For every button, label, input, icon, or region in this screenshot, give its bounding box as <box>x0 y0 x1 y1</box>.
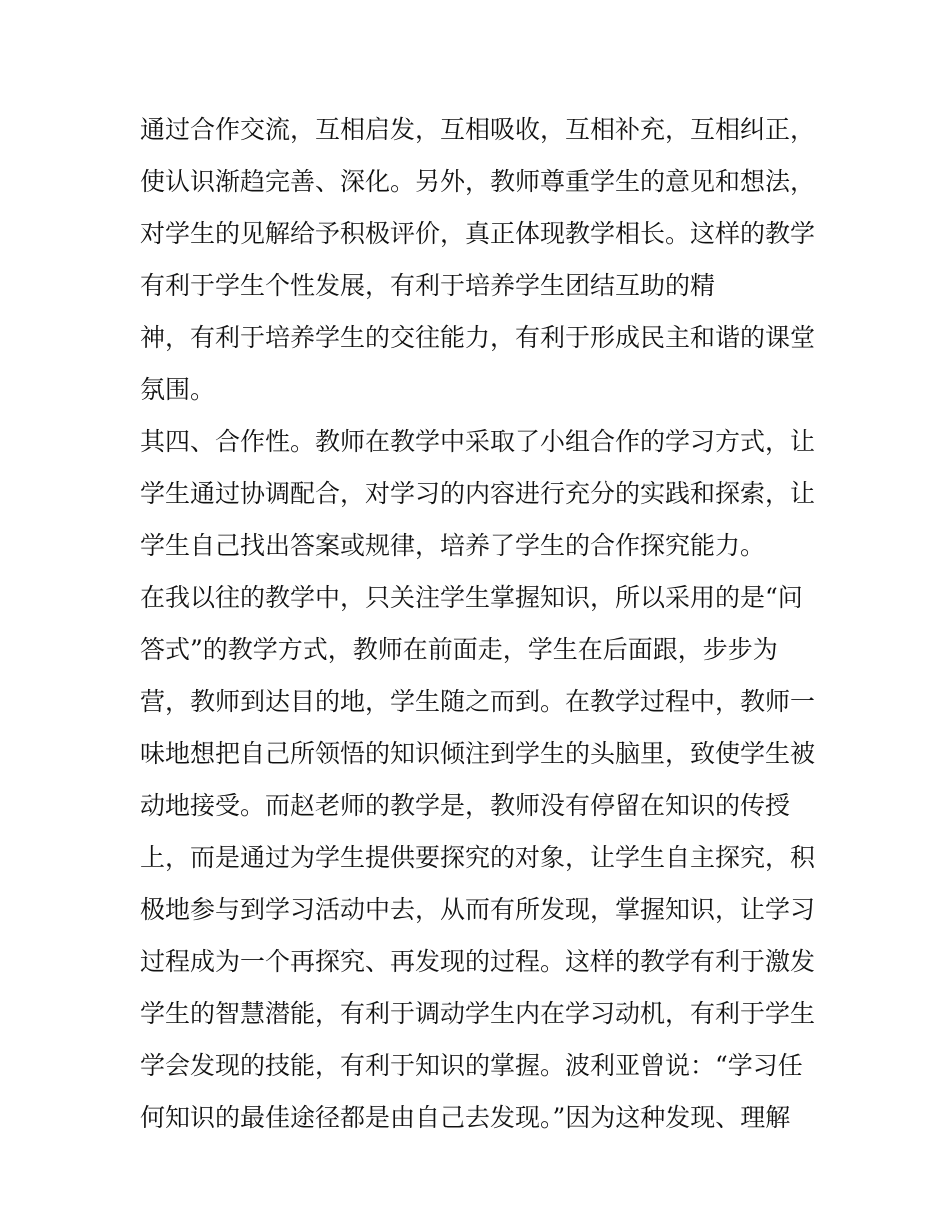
text-line: 有利于学生个性发展，有利于培养学生团结互助的精 <box>140 271 716 300</box>
text-line: 对学生的见解给予积极评价，真正体现教学相长。这样的教学 <box>140 219 816 248</box>
text-line: 学会发现的技能，有利于知识的掌握。波利亚曾说：“学习任 <box>140 1051 803 1080</box>
text-line: 学生通过协调配合，对学习的内容进行充分的实践和探索，让 <box>140 479 816 508</box>
text-line: 在我以往的教学中，只关注学生掌握知识，所以采用的是“问 <box>140 583 803 612</box>
text-line: 味地想把自己所领悟的知识倾注到学生的头脑里，致使学生被 <box>140 739 816 768</box>
text-line: 神，有利于培养学生的交往能力，有利于形成民主和谐的课堂 <box>140 323 816 352</box>
body-text <box>140 107 820 1147</box>
text-line: 过程成为一个再探究、再发现的过程。这样的教学有利于激发 <box>140 947 816 976</box>
text-line: 何知识的最佳途径都是由自己去发现。”因为这种发现、理解 <box>140 1103 791 1132</box>
text-line: 学生自己找出答案或规律，培养了学生的合作探究能力。 <box>140 531 766 560</box>
text-line: 答式”的教学方式，教师在前面走，学生在后面跟，步步为 <box>140 635 778 664</box>
text-line: 其四、合作性。教师在教学中采取了小组合作的学习方式，让 <box>140 427 816 456</box>
text-line: 动地接受。而赵老师的教学是，教师没有停留在知识的传授 <box>140 791 791 820</box>
text-line: 上，而是通过为学生提供要探究的对象，让学生自主探究，积 <box>140 843 816 872</box>
text-line: 营，教师到达目的地，学生随之而到。在教学过程中，教师一 <box>140 687 816 716</box>
text-line: 氛围。 <box>140 375 216 404</box>
text-line: 学生的智慧潜能，有利于调动学生内在学习动机，有利于学生 <box>140 999 816 1028</box>
text-line: 使认识渐趋完善、深化。另外，教师尊重学生的意见和想法， <box>140 167 816 196</box>
text-line: 极地参与到学习活动中去，从而有所发现，掌握知识，让学习 <box>140 895 816 924</box>
text-line: 通过合作交流，互相启发，互相吸收，互相补充，互相纠正， <box>140 115 816 144</box>
